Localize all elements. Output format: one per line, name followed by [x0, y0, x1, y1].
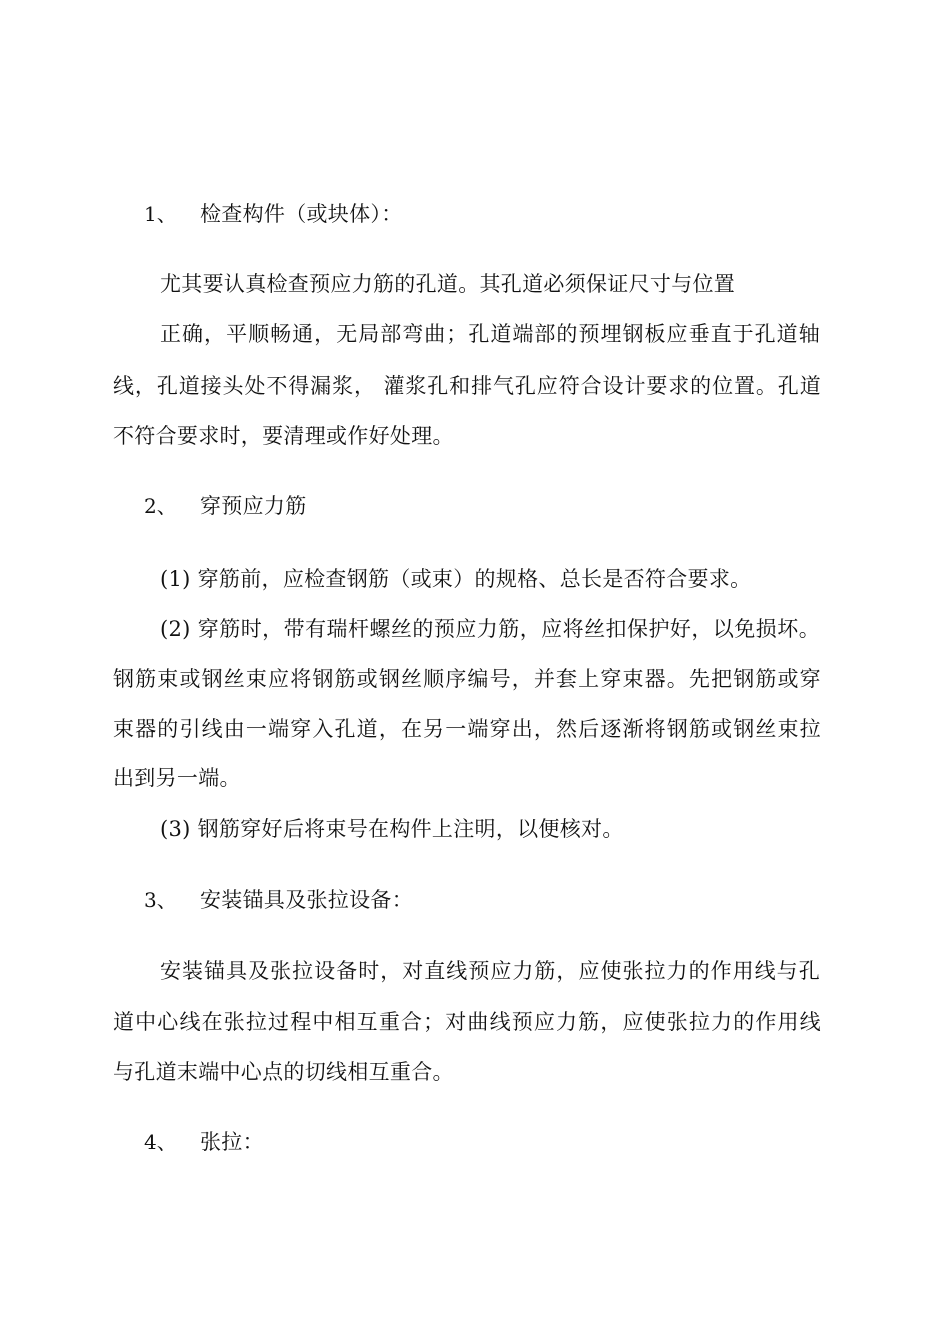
section-1-line-1: 尤其要认真检查预应力筋的孔道。其孔道必须保证尺寸与位置 [160, 272, 736, 296]
section-4-number: 4、 [144, 1130, 177, 1154]
section-3-number: 3、 [144, 888, 177, 912]
section-1-line-4: 不符合要求时，要清理或作好处理。 [113, 424, 454, 448]
section-1-number: 1、 [144, 202, 177, 226]
section-2-line-3: 钢筋束或钢丝束应将钢筋或钢丝顺序编号，并套上穿束器。先把钢筋或穿 [113, 667, 821, 691]
section-2-line-6: (3) 钢筋穿好后将束号在构件上注明，以便核对。 [160, 817, 624, 841]
section-1-line-2: 正确，平顺畅通，无局部弯曲；孔道端部的预埋钢板应垂直于孔道轴 [160, 322, 820, 346]
section-3-line-1: 安装锚具及张拉设备时，对直线预应力筋，应使张拉力的作用线与孔 [160, 959, 820, 983]
section-4-heading: 张拉： [200, 1130, 264, 1154]
section-3-line-3: 与孔道末端中心点的切线相互重合。 [113, 1060, 454, 1084]
section-2-line-4: 束器的引线由一端穿入孔道，在另一端穿出，然后逐渐将钢筋或钢丝束拉 [113, 717, 821, 741]
section-2-line-2: (2) 穿筋时，带有瑞杆螺丝的预应力筋，应将丝扣保护好，以免损坏。 [160, 617, 820, 641]
section-1-line-3: 线，孔道接头处不得漏浆， 灌浆孔和排气孔应符合设计要求的位置。孔道 [113, 374, 821, 398]
section-3-line-2: 道中心线在张拉过程中相互重合；对曲线预应力筋，应使张拉力的作用线 [113, 1010, 821, 1034]
section-2-heading: 穿预应力筋 [200, 494, 307, 518]
section-1-heading: 检查构件（或块体）： [200, 202, 403, 226]
section-2-line-1: (1) 穿筋前，应检查钢筋（或束）的规格、总长是否符合要求。 [160, 567, 752, 591]
section-2-line-5: 出到另一端。 [113, 766, 241, 790]
section-3-heading: 安装锚具及张拉设备： [200, 888, 413, 912]
section-2-number: 2、 [144, 494, 177, 518]
